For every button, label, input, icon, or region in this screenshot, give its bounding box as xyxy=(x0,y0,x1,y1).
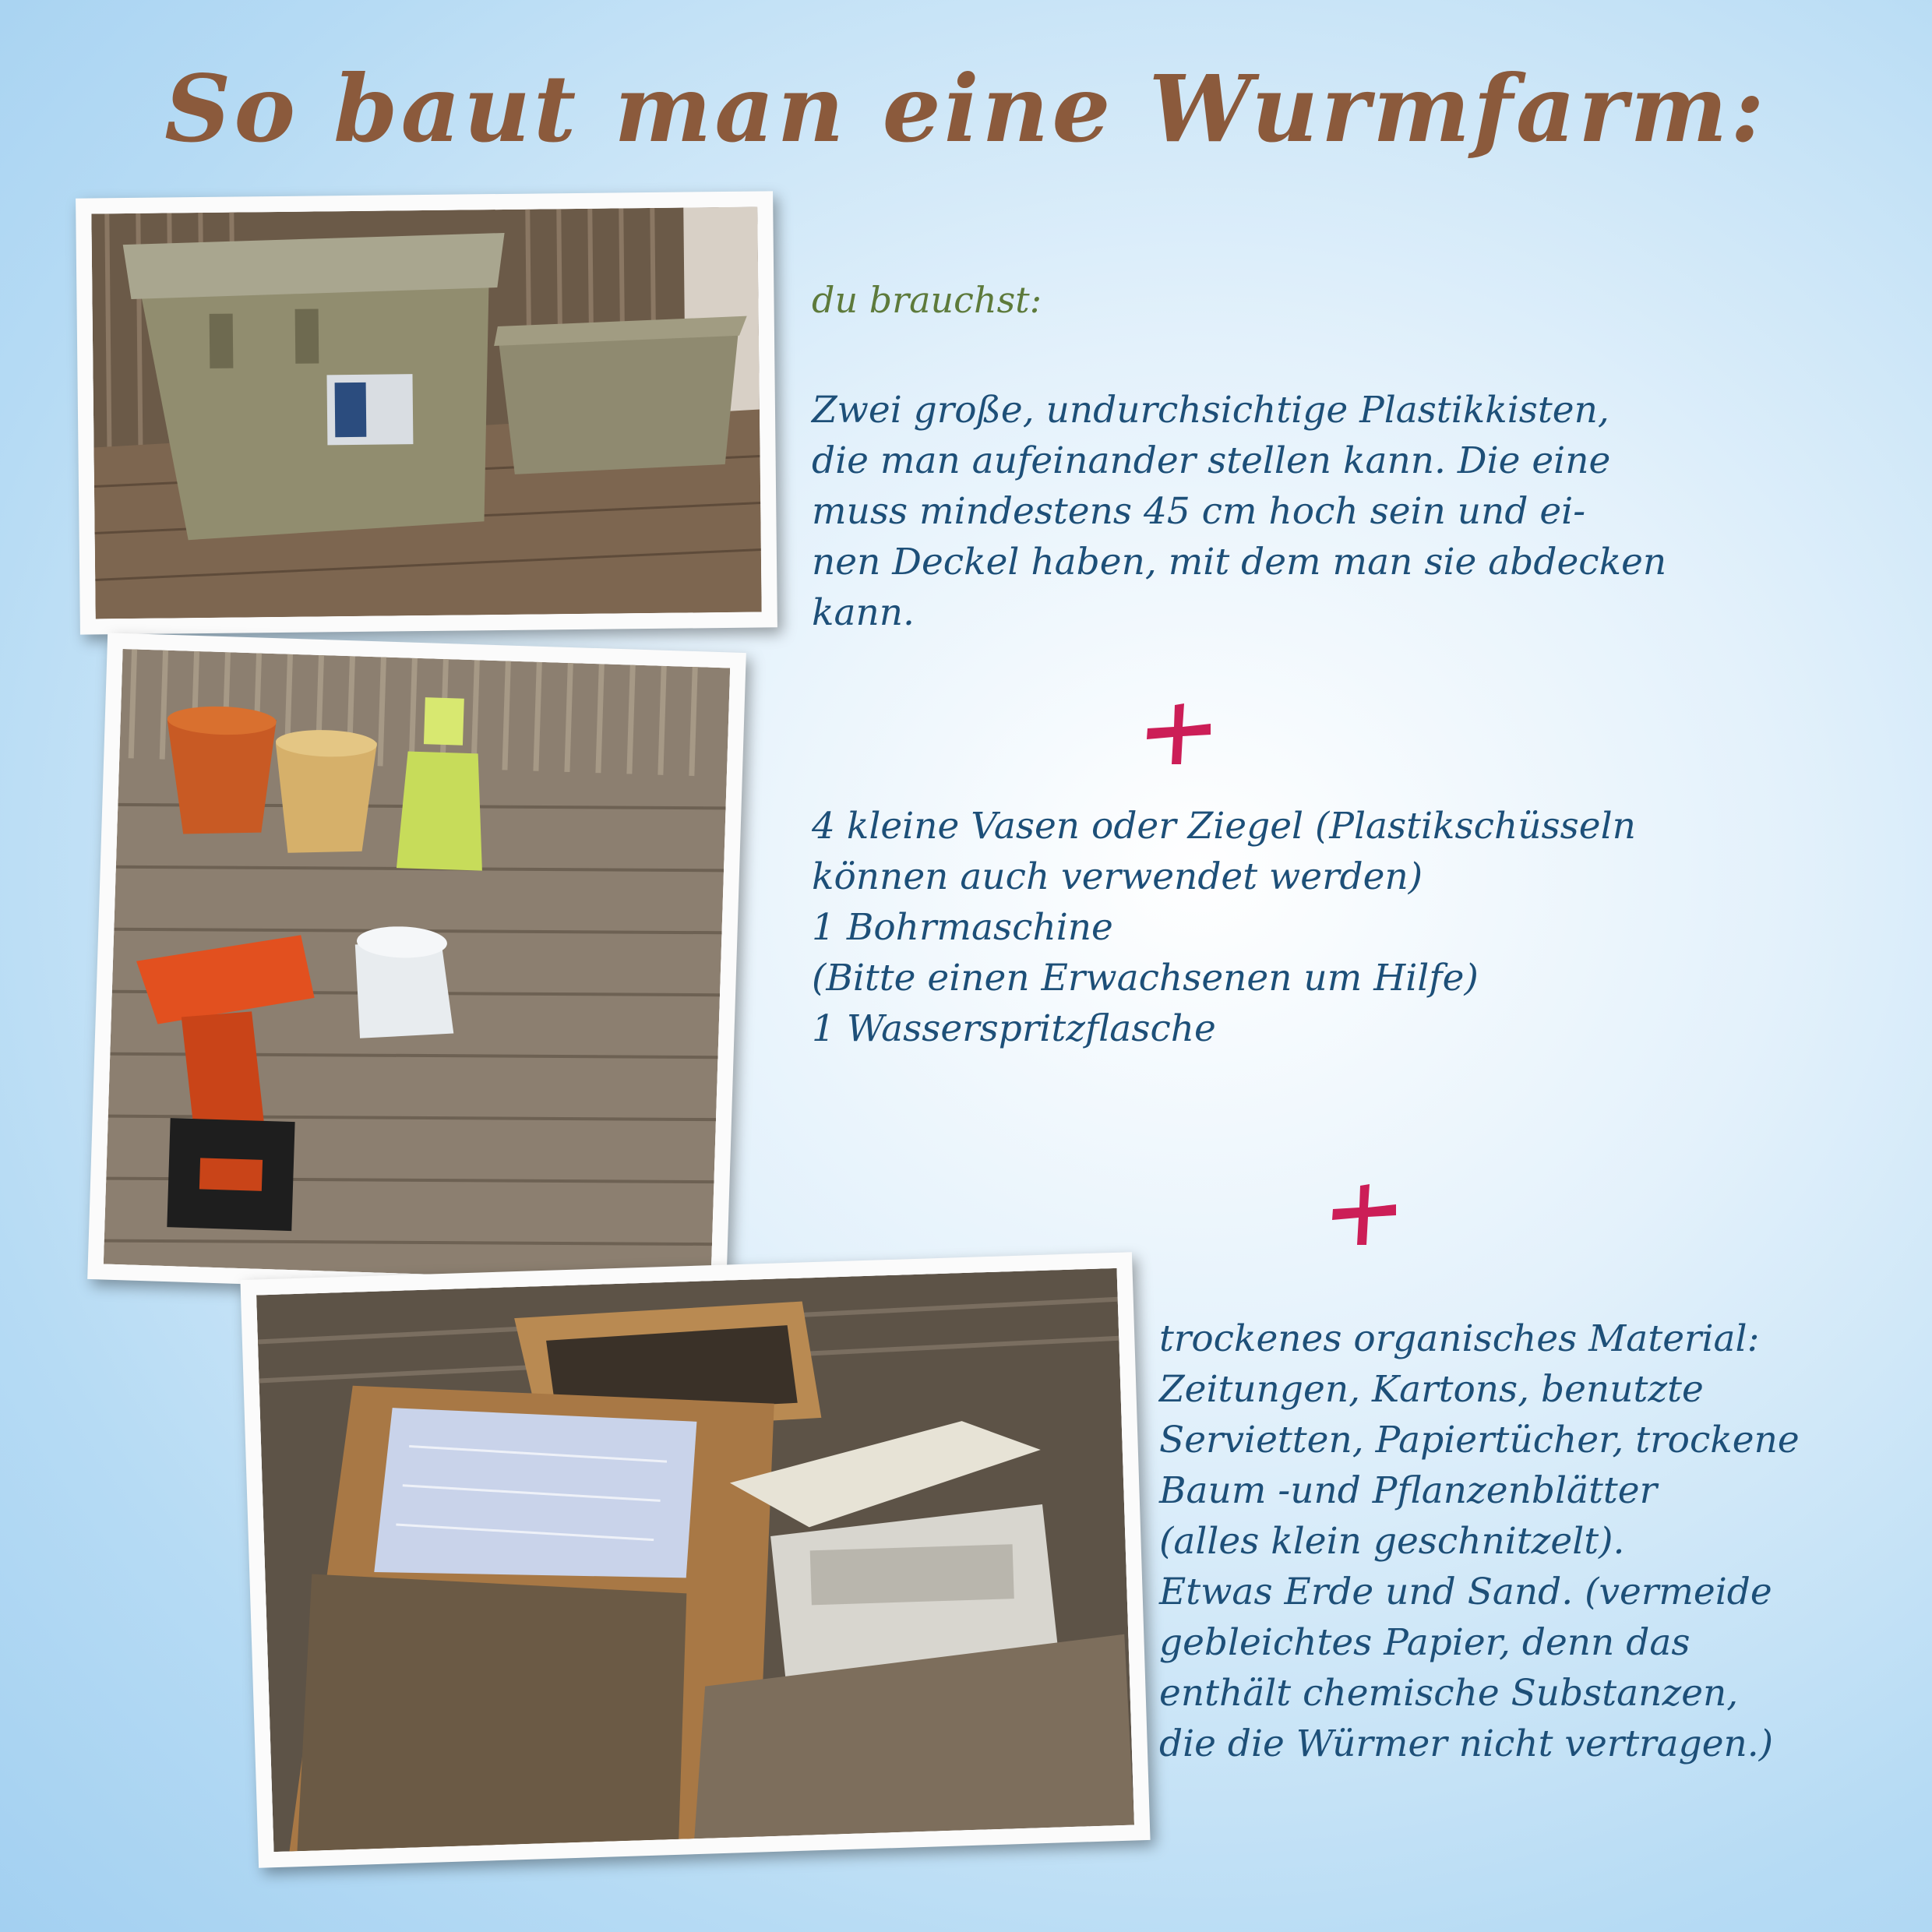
organic-material-image xyxy=(256,1268,1134,1852)
photo-tools xyxy=(87,633,746,1299)
page-title: So baut man eine Wurmfarm: xyxy=(164,55,1768,163)
subheading: du brauchst: xyxy=(812,279,1042,321)
photo-organic-material xyxy=(240,1252,1150,1868)
plus-icon xyxy=(1144,699,1214,769)
section-tools-text: 4 kleine Vasen oder Ziegel (Plastikschüsseln können auch verwendet werden) 1 Bohrmaschine (Bitte einen Erwachsenen um Hilfe) 1 Wasserspritzflasche xyxy=(812,805,1636,1050)
tools-image xyxy=(104,649,730,1283)
photo-plastic-boxes xyxy=(76,191,777,634)
section-material-text: trockenes organisches Material: Zeitungen, Kartons, benutzte Servietten, Papiertücher, trockene Baum -und Pflanzenblätter (alles klein geschnitzelt). Etwas Erde und Sand. (vermeide gebleichtes Papier, denn das enthält chemische Substanzen, die die Würmer nicht vertragen.) xyxy=(1159,1317,1800,1765)
section-boxes-text: Zwei große, undurchsichtige Plastikkisten, die man aufeinander stellen kann. Die eine muss mindestens 45 cm hoch sein und ei- nen Deckel haben, mit dem man sie abdecken kann. xyxy=(812,389,1667,634)
plastic-boxes-image xyxy=(91,207,761,619)
plus-icon xyxy=(1329,1179,1399,1250)
